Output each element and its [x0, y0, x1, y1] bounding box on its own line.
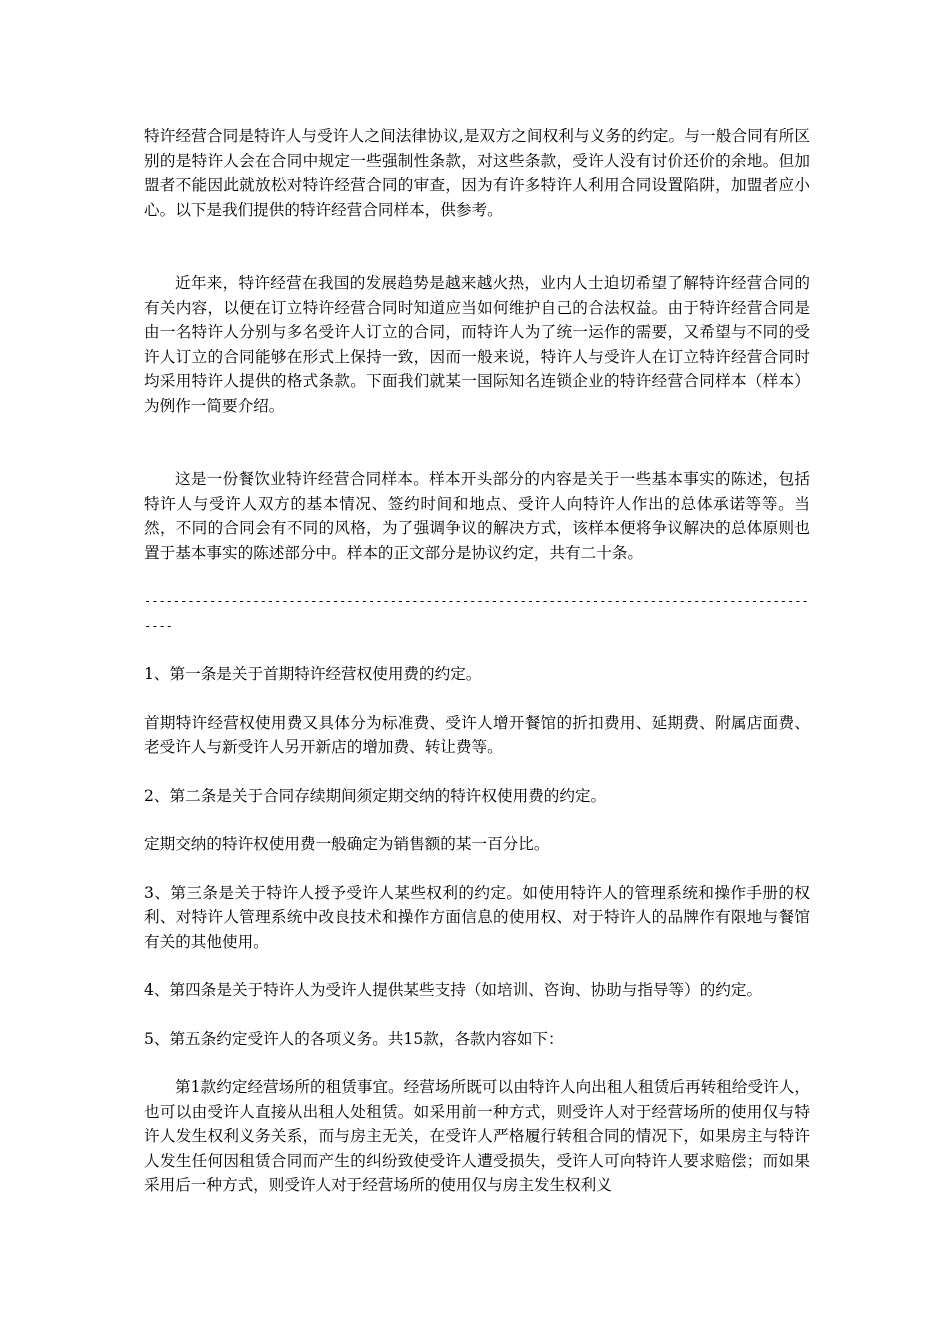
- clause-1-paragraph: 第1款约定经营场所的租赁事宜。经营场所既可以由特许人向出租人租赁后再转租给受许人，也可以由受许人直接从出租人处租赁。如采用前一种方式，则受许人对于经营场所的使用仅与特许人发生权利义务关系，而与房主无关，在受许人严格履行转租合同的情况下，如果房主与特许人发生任何因租赁合同而产生的纠纷致使受许人遭受损失，受许人可向特许人要求赔偿；而如果采用后一种方式，则受许人对于经营场所的使用仅与房主发生权利义: [144, 1078, 810, 1194]
- document-page: [144, 124, 810, 1198]
- background-paragraph: 近年来，特许经营在我国的发展趋势是越来越火热，业内人士迫切希望了解特许经营合同的有关内容，以便在订立特许经营合同时知道应当如何维护自己的合法权益。由于特许经营合同是由一名特许人分别与多名受许人订立的合同，而特许人为了统一运作的需要，又希望与不同的受许人订立的合同能够在形式上保持一致，因而一般来说，特许人与受许人在订立特许经营合同时均采用特许人提供的格式条款。下面我们就某一国际知名连锁企业的特许经营合同样本（样本）为例作一简要介绍。: [144, 274, 810, 415]
- article-3-heading: 3、第三条是关于特许人授予受许人某些权利的约定。如使用特许人的管理系统和操作手册的权利、对特许人管理系统中改良技术和操作方面信息的使用权、对于特许人的品牌作有限地与餐馆有关的其他使用。: [144, 883, 810, 951]
- article-1-heading: 1、第一条是关于首期特许经营权使用费的约定。: [144, 665, 482, 683]
- article-4-heading: 4、第四条是关于特许人为受许人提供某些支持（如培训、咨询、协助与指导等）的约定。: [144, 981, 763, 999]
- article-5-heading: 5、第五条约定受许人的各项义务。共15款，各款内容如下：: [144, 1029, 564, 1048]
- article-1-body: 首期特许经营权使用费又具体分为标准费、受许人增开餐馆的折扣费用、延期费、附属店面费、老受许人与新受许人另开新店的增加费、转让费等。: [144, 713, 810, 756]
- overview-paragraph: 这是一份餐饮业特许经营合同样本。样本开头部分的内容是关于一些基本事实的陈述，包括特许人与受许人双方的基本情况、签约时间和地点、受许人向特许人作出的总体承诺等等。当然，不同的合同会有不同的风格，为了强调争议的解决方式，该样本便将争议解决的总体原则也置于基本事实的陈述部分中。样本的正文部分是协议约定，共有二十条。: [144, 470, 810, 562]
- article-2-body: 定期交纳的特许权使用费一般确定为销售额的某一百分比。: [144, 835, 550, 853]
- divider-line: ------------------------------------------------------------------------------------------------: [144, 594, 809, 633]
- intro-paragraph: 特许经营合同是特许人与受许人之间法律协议,是双方之间权利与义务的约定。与一般合同有所区别的是特许人会在合同中规定一些强制性条款，对这些条款，受许人没有讨价还价的余地。但加盟者不能因此就放松对特许经营合同的审查，因为有许多特许人利用合同设置陷阱，加盟者应小心。以下是我们提供的特许经营合同样本，供参考。: [144, 127, 810, 219]
- article-2-heading: 2、第二条是关于合同存续期间须定期交纳的特许权使用费的约定。: [144, 786, 607, 805]
